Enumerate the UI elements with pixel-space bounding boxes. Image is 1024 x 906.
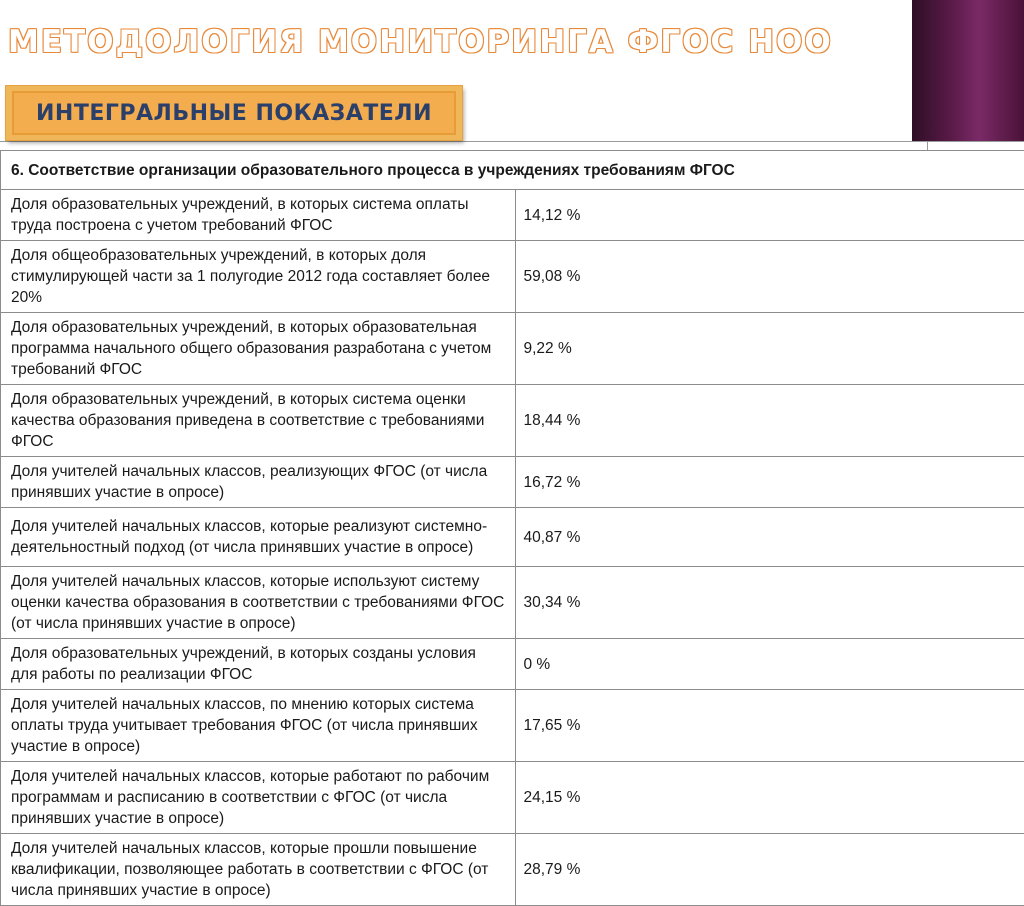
indicator-label: Доля образовательных учреждений, в которых система оплаты труда построена с учетом требований ФГОС <box>1 190 516 241</box>
decorative-corner-block <box>912 0 1024 141</box>
indicator-label: Доля учителей начальных классов, которые прошли повышение квалификации, позволяющее работать в соответствии с ФГОС (от числа принявших участие в опросе) <box>1 834 516 906</box>
section-badge <box>6 86 462 140</box>
table-row <box>1 313 1024 385</box>
indicator-label: Доля учителей начальных классов, которые работают по рабочим программам и расписанию в соответствии с ФГОС (от числа принявших участие в опросе) <box>1 762 516 834</box>
badge-label: ИНТЕГРАЛЬНЫЕ ПОКАЗАТЕЛИ <box>12 91 456 135</box>
table-row <box>1 385 1024 457</box>
indicator-value: 28,79 % <box>515 834 1024 906</box>
table-row <box>1 241 1024 313</box>
indicator-value: 24,15 % <box>515 762 1024 834</box>
indicator-label: Доля учителей начальных классов, которые используют систему оценки качества образования в соответствии с требованиями ФГОС (от числа принявших участие в опросе) <box>1 567 516 639</box>
table-row <box>1 834 1024 906</box>
indicator-value: 0 % <box>515 639 1024 690</box>
indicator-value: 30,34 % <box>515 567 1024 639</box>
table-row <box>1 457 1024 508</box>
table-row <box>1 690 1024 762</box>
table-row <box>1 639 1024 690</box>
table-row <box>1 567 1024 639</box>
table-row <box>1 508 1024 567</box>
indicator-label: Доля образовательных учреждений, в которых система оценки качества образования приведена в соответствие с требованиями ФГОС <box>1 385 516 457</box>
slide-title: МЕТОДОЛОГИЯ МОНИТОРИНГА ФГОС НОО <box>8 24 833 60</box>
indicator-label: Доля учителей начальных классов, по мнению которых система оплаты труда учитывает требования ФГОС (от числа принявших участие в опросе) <box>1 690 516 762</box>
indicator-value: 9,22 % <box>515 313 1024 385</box>
section-title: 6. Соответствие организации образовательного процесса в учреждениях требованиям ФГОС <box>1 151 1024 190</box>
table-top-divider <box>927 141 928 150</box>
indicator-value: 59,08 % <box>515 241 1024 313</box>
indicator-label: Доля образовательных учреждений, в которых образовательная программа начального общего образования разработана с учетом требований ФГОС <box>1 313 516 385</box>
indicators-table <box>0 150 1024 906</box>
indicator-label: Доля учителей начальных классов, реализующих ФГОС (от числа принявших участие в опросе) <box>1 457 516 508</box>
indicator-value: 16,72 % <box>515 457 1024 508</box>
indicator-value: 18,44 % <box>515 385 1024 457</box>
indicator-label: Доля учителей начальных классов, которые реализуют системно-деятельностный подход (от числа принявших участие в опросе) <box>1 508 516 567</box>
indicator-value: 17,65 % <box>515 690 1024 762</box>
indicator-value: 40,87 % <box>515 508 1024 567</box>
table-row <box>1 190 1024 241</box>
indicator-value: 14,12 % <box>515 190 1024 241</box>
indicator-label: Доля образовательных учреждений, в которых созданы условия для работы по реализации ФГОС <box>1 639 516 690</box>
table-top-edge <box>0 141 1024 150</box>
indicator-label: Доля общеобразовательных учреждений, в которых доля стимулирующей части за 1 полугодие 2012 года составляет более 20% <box>1 241 516 313</box>
section-row <box>1 151 1024 190</box>
table-row <box>1 762 1024 834</box>
